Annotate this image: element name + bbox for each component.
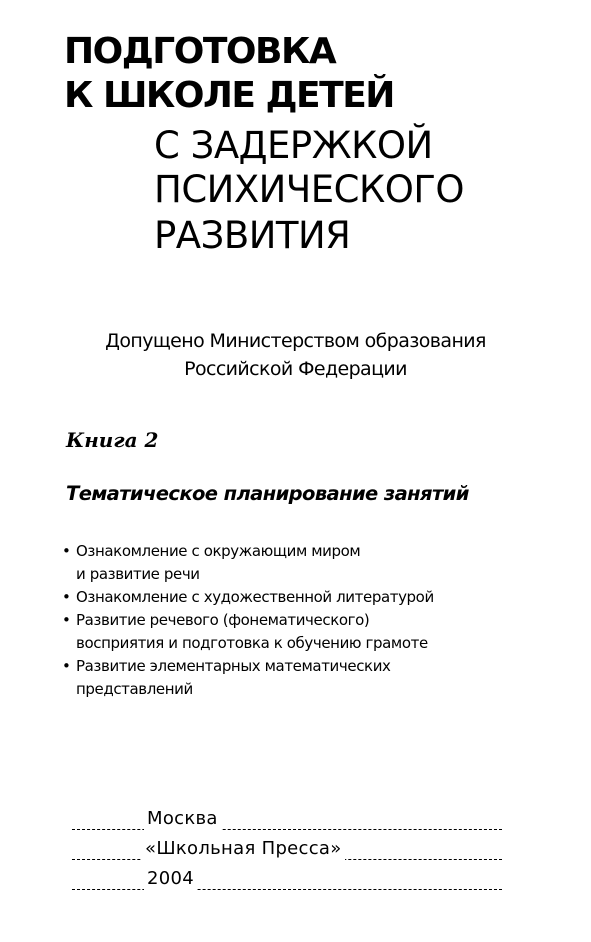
title-line-3: С ЗАДЕРЖКОЙ bbox=[154, 124, 433, 167]
imprint-publisher-row bbox=[72, 836, 502, 862]
imprint-city: Москва bbox=[144, 808, 221, 830]
dashed-rule bbox=[72, 829, 502, 830]
topic-item bbox=[62, 586, 582, 609]
topic-line: Ознакомление с художественной литературой bbox=[76, 588, 434, 606]
dashed-rule bbox=[72, 889, 502, 890]
bullet-icon: • bbox=[62, 588, 71, 606]
subtitle: Тематическое планирование занятий bbox=[66, 482, 469, 505]
topic-line: представлений bbox=[76, 680, 193, 698]
topic-line: Развитие элементарных математических bbox=[76, 657, 391, 675]
topic-line: восприятия и подготовка к обучению грамоте bbox=[76, 634, 428, 652]
imprint-year: 2004 bbox=[144, 868, 197, 890]
title-line-2: К ШКОЛЕ ДЕТЕЙ bbox=[64, 75, 394, 116]
topic-line: и развитие речи bbox=[76, 565, 200, 583]
title-line-5: РАЗВИТИЯ bbox=[154, 214, 351, 257]
topic-item bbox=[62, 609, 582, 655]
topic-item bbox=[62, 655, 582, 701]
title-line-1: ПОДГОТОВКА bbox=[64, 31, 336, 72]
topic-line: Ознакомление с окружающим миром bbox=[76, 542, 361, 560]
title-line-4: ПСИХИЧЕСКОГО bbox=[154, 168, 465, 211]
book-label: Книга 2 bbox=[66, 428, 159, 452]
bullet-icon: • bbox=[62, 657, 71, 675]
imprint-publisher: «Школьная Пресса» bbox=[142, 838, 345, 860]
imprint-year-row bbox=[72, 866, 502, 892]
topics-list bbox=[62, 540, 582, 701]
imprint-city-row bbox=[72, 806, 502, 832]
bullet-icon: • bbox=[62, 542, 71, 560]
topic-item bbox=[62, 540, 582, 586]
approval-line-2: Российской Федерации bbox=[184, 358, 407, 380]
topic-line: Развитие речевого (фонематического) bbox=[76, 611, 370, 629]
approval-line-1: Допущено Министерством образования bbox=[105, 330, 486, 352]
bullet-icon: • bbox=[62, 611, 71, 629]
